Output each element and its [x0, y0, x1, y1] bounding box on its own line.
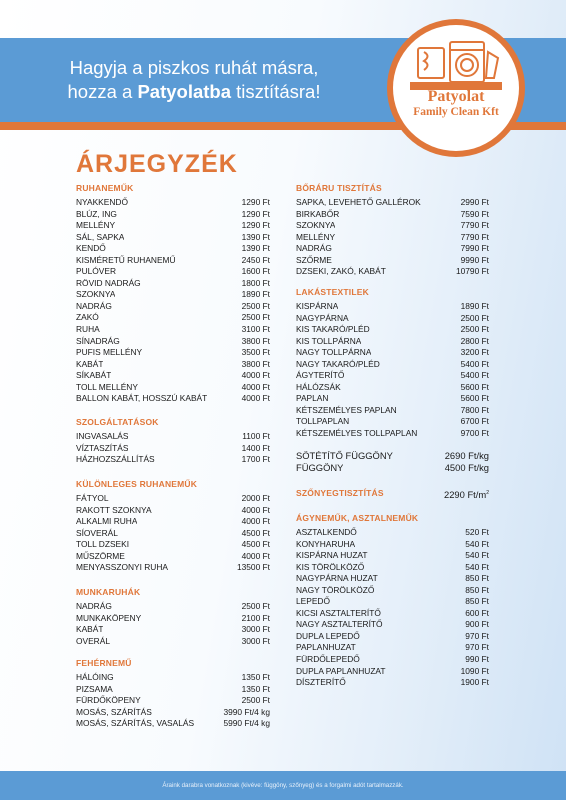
- item-price: 850 Ft: [465, 573, 489, 584]
- item-price: 1900 Ft: [460, 677, 489, 688]
- price-row: [76, 636, 270, 648]
- tagline: [24, 56, 364, 104]
- item-name: ALKALMI RUHA: [76, 516, 138, 527]
- item-name: ÁGYTERÍTŐ: [296, 370, 345, 381]
- item-price: 1290 Ft: [241, 220, 270, 231]
- price-row: [296, 619, 489, 631]
- item-price: 5990 Ft/4 kg: [223, 718, 270, 729]
- price-row: [296, 313, 489, 325]
- item-price: 4500 Ft: [241, 527, 270, 538]
- item-name: NAGY ASZTALTERÍTŐ: [296, 619, 383, 630]
- item-name: NYAKKENDŐ: [76, 197, 128, 207]
- item-price: 4000 Ft: [241, 393, 270, 404]
- item-name: SZOKNYA: [76, 289, 116, 300]
- item-price: 5400 Ft: [460, 370, 489, 381]
- item-price: 2990 Ft: [460, 197, 489, 207]
- carpet-cleaning-row: [296, 487, 489, 499]
- item-name: KÉTSZEMÉLYES PAPLAN: [296, 404, 397, 415]
- price-row: [296, 393, 489, 405]
- price-row: [76, 613, 270, 625]
- price-row: [296, 527, 489, 539]
- price-list: [296, 527, 489, 689]
- item-name: SÍOVERÁL: [76, 527, 118, 538]
- item-price: 3000 Ft: [241, 624, 270, 635]
- tagline-line-2: [24, 80, 364, 104]
- item-name: MUNKAKÖPENY: [76, 612, 142, 623]
- item-name: LEPEDŐ: [296, 596, 330, 607]
- carpet-price: [444, 487, 489, 499]
- item-name: KENDŐ: [76, 243, 106, 254]
- item-price: 4000 Ft: [241, 504, 270, 515]
- item-price: 970 Ft: [465, 642, 489, 653]
- item-price: 7790 Ft: [460, 231, 489, 242]
- price-row: [76, 695, 270, 707]
- item-price: 9990 Ft: [460, 254, 489, 265]
- section-heading: BŐRÁRU TISZTÍTÁS: [296, 183, 382, 193]
- item-price: 1350 Ft: [241, 683, 270, 694]
- item-name: KABÁT: [76, 358, 104, 369]
- item-name: TOLL MELLÉNY: [76, 381, 138, 392]
- item-price: 2000 Ft: [241, 493, 270, 503]
- item-price: 10790 Ft: [455, 266, 489, 277]
- item-name: SÁL, SAPKA: [76, 231, 125, 242]
- item-price: 3500 Ft: [241, 347, 270, 358]
- item-price: 5600 Ft: [460, 381, 489, 392]
- price-row: [76, 624, 270, 636]
- item-name: NADRÁG: [76, 601, 112, 611]
- price-row: [296, 631, 489, 643]
- item-name: FÜRDŐLEPEDŐ: [296, 654, 360, 665]
- item-price: 1100 Ft: [242, 431, 270, 441]
- item-name: MOSÁS, SZÁRÍTÁS: [76, 706, 152, 717]
- item-price: 1350 Ft: [241, 672, 270, 682]
- section-heading: RUHANEMŰK: [76, 183, 134, 193]
- price-row: [76, 551, 270, 563]
- price-row: [76, 382, 270, 394]
- item-price: 3200 Ft: [460, 347, 489, 358]
- price-row: [296, 405, 489, 417]
- item-name: MELLÉNY: [76, 220, 116, 231]
- item-price: 1890 Ft: [460, 301, 489, 311]
- item-name: KISPÁRNA HUZAT: [296, 550, 368, 561]
- item-price: 2500 Ft: [460, 324, 489, 335]
- item-price: 2800 Ft: [460, 335, 489, 346]
- item-price: 7590 Ft: [460, 208, 489, 219]
- price-row: [76, 289, 270, 301]
- price-row: [76, 266, 270, 278]
- item-price: 540 Ft: [465, 538, 489, 549]
- price-row: [296, 428, 489, 440]
- item-price: 7790 Ft: [460, 220, 489, 231]
- price-row: [76, 672, 270, 684]
- item-price: 1290 Ft: [241, 197, 270, 207]
- item-price: 1400 Ft: [241, 442, 270, 453]
- price-row: [76, 312, 270, 324]
- item-name: DUPLA PAPLANHUZAT: [296, 665, 386, 676]
- item-name: FÁTYOL: [76, 493, 109, 503]
- item-name: MŰSZÖRME: [76, 550, 125, 561]
- item-price: 3800 Ft: [241, 358, 270, 369]
- price-row: [296, 462, 489, 474]
- price-row: [296, 562, 489, 574]
- item-price: 7800 Ft: [460, 404, 489, 415]
- item-price: 3000 Ft: [241, 635, 270, 646]
- price-row: [296, 654, 489, 666]
- price-row: [76, 232, 270, 244]
- item-price: 2500 Ft: [241, 695, 270, 706]
- price-row: [296, 450, 489, 462]
- item-name: DÍSZTERÍTŐ: [296, 677, 346, 688]
- item-name: NAGY TÖRÖLKÖZŐ: [296, 584, 375, 595]
- price-row: [76, 718, 270, 730]
- price-row: [296, 550, 489, 562]
- price-row: [296, 677, 489, 689]
- price-row: [76, 684, 270, 696]
- price-row: [296, 596, 489, 608]
- item-name: BIRKABŐR: [296, 208, 340, 219]
- item-price: 600 Ft: [465, 607, 489, 618]
- item-name: OVERÁL: [76, 635, 110, 646]
- item-price: 13500 Ft: [236, 562, 270, 573]
- item-name: SAPKA, LEVEHETŐ GALLÉROK: [296, 197, 421, 207]
- item-price: 850 Ft: [465, 596, 489, 607]
- page-title: ÁRJEGYZÉK: [76, 150, 238, 178]
- item-price: 2690 Ft/kg: [444, 450, 489, 461]
- section-heading: SZOLGÁLTATÁSOK: [76, 417, 159, 427]
- item-price: 850 Ft: [465, 584, 489, 595]
- item-name: VÍZTASZÍTÁS: [76, 442, 129, 453]
- item-name: FÜGGÖNY: [296, 462, 344, 473]
- price-list: [76, 493, 270, 574]
- item-name: RUHA: [76, 324, 100, 335]
- item-name: PAPLAN: [296, 393, 329, 404]
- section-heading: LAKÁSTEXTILEK: [296, 287, 369, 297]
- item-name: FÜRDŐKÖPENY: [76, 695, 141, 706]
- item-name: NADRÁG: [296, 243, 332, 254]
- item-price: 5400 Ft: [460, 358, 489, 369]
- item-name: HÁLÓING: [76, 672, 114, 682]
- item-price: 2100 Ft: [241, 612, 270, 623]
- washing-machine-logo-icon: [410, 38, 502, 90]
- item-price: 540 Ft: [465, 550, 489, 561]
- item-name: KABÁT: [76, 624, 104, 635]
- price-row: [76, 562, 270, 574]
- item-price: 2500 Ft: [241, 312, 270, 323]
- item-name: MOSÁS, SZÁRÍTÁS, VASALÁS: [76, 718, 195, 729]
- item-name: RAKOTT SZOKNYA: [76, 504, 152, 515]
- item-price: 2500 Ft: [241, 601, 270, 611]
- item-name: SZŐRME: [296, 254, 332, 265]
- item-name: ASZTALKENDŐ: [296, 527, 357, 537]
- price-row: [296, 220, 489, 232]
- price-row: [76, 336, 270, 348]
- item-name: NAGY TAKARÓ/PLÉD: [296, 358, 380, 369]
- price-row: [76, 209, 270, 221]
- item-name: KIS TÖRÖLKÖZŐ: [296, 561, 365, 572]
- item-price: 4000 Ft: [241, 381, 270, 392]
- price-row: [296, 666, 489, 678]
- price-row: [296, 232, 489, 244]
- price-row: [76, 393, 270, 405]
- item-price: 5600 Ft: [460, 393, 489, 404]
- item-price: 1290 Ft: [241, 208, 270, 219]
- price-row: [296, 370, 489, 382]
- item-price: 4000 Ft: [241, 516, 270, 527]
- item-price: 3800 Ft: [241, 335, 270, 346]
- price-row: [76, 324, 270, 336]
- price-row: [76, 493, 270, 505]
- item-name: KIS TAKARÓ/PLÉD: [296, 324, 370, 335]
- item-name: SZOKNYA: [296, 220, 336, 231]
- price-row: [296, 209, 489, 221]
- price-row: [76, 370, 270, 382]
- item-name: SÍKABÁT: [76, 370, 112, 381]
- price-row: [76, 347, 270, 359]
- price-row: [296, 197, 489, 209]
- price-list: [76, 601, 270, 647]
- item-name: DZSEKI, ZAKÓ, KABÁT: [296, 266, 386, 277]
- price-row: [76, 197, 270, 209]
- item-name: BLÚZ, ING: [76, 208, 117, 219]
- item-name: TOLL DZSEKI: [76, 539, 130, 550]
- item-name: DUPLA LEPEDŐ: [296, 630, 360, 641]
- item-name: PULÓVER: [76, 266, 117, 277]
- tagline-brand: Patyolatba: [137, 81, 232, 102]
- section-heading: KÜLÖNLEGES RUHANEMŰK: [76, 479, 198, 489]
- item-price: 4000 Ft: [241, 370, 270, 381]
- item-price: 990 Ft: [465, 654, 489, 665]
- item-price: 4000 Ft: [241, 550, 270, 561]
- price-row: [296, 301, 489, 313]
- item-price: 4500 Ft: [241, 539, 270, 550]
- price-row: [296, 608, 489, 620]
- price-row: [76, 539, 270, 551]
- item-name: KISPÁRNA: [296, 301, 339, 311]
- price-list: [76, 197, 270, 405]
- item-name: KICSI ASZTALTERÍTŐ: [296, 607, 381, 618]
- price-row: [296, 347, 489, 359]
- tagline-suffix: tisztításra!: [231, 81, 321, 102]
- price-list: [296, 197, 489, 278]
- price-row: [76, 243, 270, 255]
- item-name: NADRÁG: [76, 300, 112, 311]
- item-name: TOLLPAPLAN: [296, 416, 350, 427]
- item-price: 1390 Ft: [241, 243, 270, 254]
- tagline-prefix: hozza a: [67, 81, 138, 102]
- item-price: 1390 Ft: [241, 231, 270, 242]
- price-row: [296, 573, 489, 585]
- item-name: ZAKÓ: [76, 312, 99, 323]
- price-list: [76, 672, 270, 730]
- section-heading: SZŐNYEGTISZTÍTÁS: [296, 488, 384, 498]
- section-heading: FEHÉRNEMŰ: [76, 658, 132, 668]
- item-price: 1600 Ft: [241, 266, 270, 277]
- price-list-curtains: [296, 450, 489, 474]
- item-name: MELLÉNY: [296, 231, 336, 242]
- item-price: 2500 Ft: [460, 312, 489, 323]
- item-name: BALLON KABÁT, HOSSZÚ KABÁT: [76, 393, 208, 404]
- item-price: 540 Ft: [465, 561, 489, 572]
- price-row: [76, 516, 270, 528]
- price-row: [296, 336, 489, 348]
- tagline-line-1: Hagyja a piszkos ruhát másra,: [69, 57, 319, 78]
- item-name: NAGYPÁRNA: [296, 312, 349, 323]
- price-row: [76, 359, 270, 371]
- item-name: KISMÉRETŰ RUHANEMŰ: [76, 254, 176, 265]
- price-list: [296, 301, 489, 440]
- price-row: [296, 382, 489, 394]
- price-row: [296, 585, 489, 597]
- item-price: 970 Ft: [465, 630, 489, 641]
- item-name: RÖVID NADRÁG: [76, 277, 141, 288]
- item-name: KIS TOLLPÁRNA: [296, 335, 362, 346]
- price-row: [76, 528, 270, 540]
- price-row: [76, 220, 270, 232]
- item-price: 2500 Ft: [241, 300, 270, 311]
- item-name: PIZSAMA: [76, 683, 113, 694]
- carpet-price-unit-sup: 2: [486, 490, 489, 496]
- item-name: NAGY TOLLPÁRNA: [296, 347, 372, 358]
- price-row: [296, 359, 489, 371]
- price-row: [296, 539, 489, 551]
- item-price: 6700 Ft: [460, 416, 489, 427]
- item-price: 3990 Ft/4 kg: [223, 706, 270, 717]
- logo-subtitle: Family Clean Kft: [413, 106, 499, 118]
- price-row: [296, 255, 489, 267]
- price-row: [296, 266, 489, 278]
- item-price: 520 Ft: [465, 527, 489, 537]
- item-name: SÍNADRÁG: [76, 335, 120, 346]
- price-row: [76, 454, 270, 466]
- logo-name: Patyolat: [427, 88, 485, 105]
- item-name: HÁZHOZSZÁLLÍTÁS: [76, 454, 155, 465]
- item-name: KÉTSZEMÉLYES TOLLPAPLAN: [296, 428, 418, 439]
- price-row: [76, 443, 270, 455]
- item-name: PUFIS MELLÉNY: [76, 347, 143, 358]
- item-price: 1700 Ft: [241, 454, 270, 465]
- footer-note: Áraink darabra vonatkoznak (kivéve: függöny, szőnyeg) és a forgalmi adót tartalmazzák.: [0, 771, 566, 800]
- item-name: PAPLANHUZAT: [296, 642, 356, 653]
- item-price: 7990 Ft: [460, 243, 489, 254]
- item-price: 1090 Ft: [460, 665, 489, 676]
- item-name: SÖTÉTÍTŐ FÜGGÖNY: [296, 450, 393, 461]
- price-row: [76, 255, 270, 267]
- item-name: MENYASSZONYI RUHA: [76, 562, 168, 573]
- price-row: [76, 278, 270, 290]
- price-row: [76, 431, 270, 443]
- item-name: NAGYPÁRNA HUZAT: [296, 573, 378, 584]
- item-price: 9700 Ft: [460, 428, 489, 439]
- carpet-price-value: 2290 Ft/m: [444, 489, 487, 501]
- item-name: KONYHARUHA: [296, 538, 356, 549]
- section-heading: MUNKARUHÁK: [76, 587, 141, 597]
- item-price: 900 Ft: [465, 619, 489, 630]
- price-row: [76, 301, 270, 313]
- section-heading: ÁGYNEMŰK, ASZTALNEMŰK: [296, 513, 419, 523]
- price-row: [76, 601, 270, 613]
- price-row: [296, 416, 489, 428]
- price-list: [76, 431, 270, 466]
- price-row: [296, 642, 489, 654]
- item-price: 3100 Ft: [241, 324, 270, 335]
- price-row: [296, 243, 489, 255]
- item-price: 1890 Ft: [241, 289, 270, 300]
- price-row: [76, 707, 270, 719]
- price-row: [76, 505, 270, 517]
- item-name: HÁLÓZSÁK: [296, 381, 341, 392]
- item-price: 2450 Ft: [241, 254, 270, 265]
- price-row: [296, 324, 489, 336]
- item-price: 4500 Ft/kg: [444, 462, 489, 473]
- item-name: INGVASALÁS: [76, 431, 129, 441]
- item-price: 1800 Ft: [241, 277, 270, 288]
